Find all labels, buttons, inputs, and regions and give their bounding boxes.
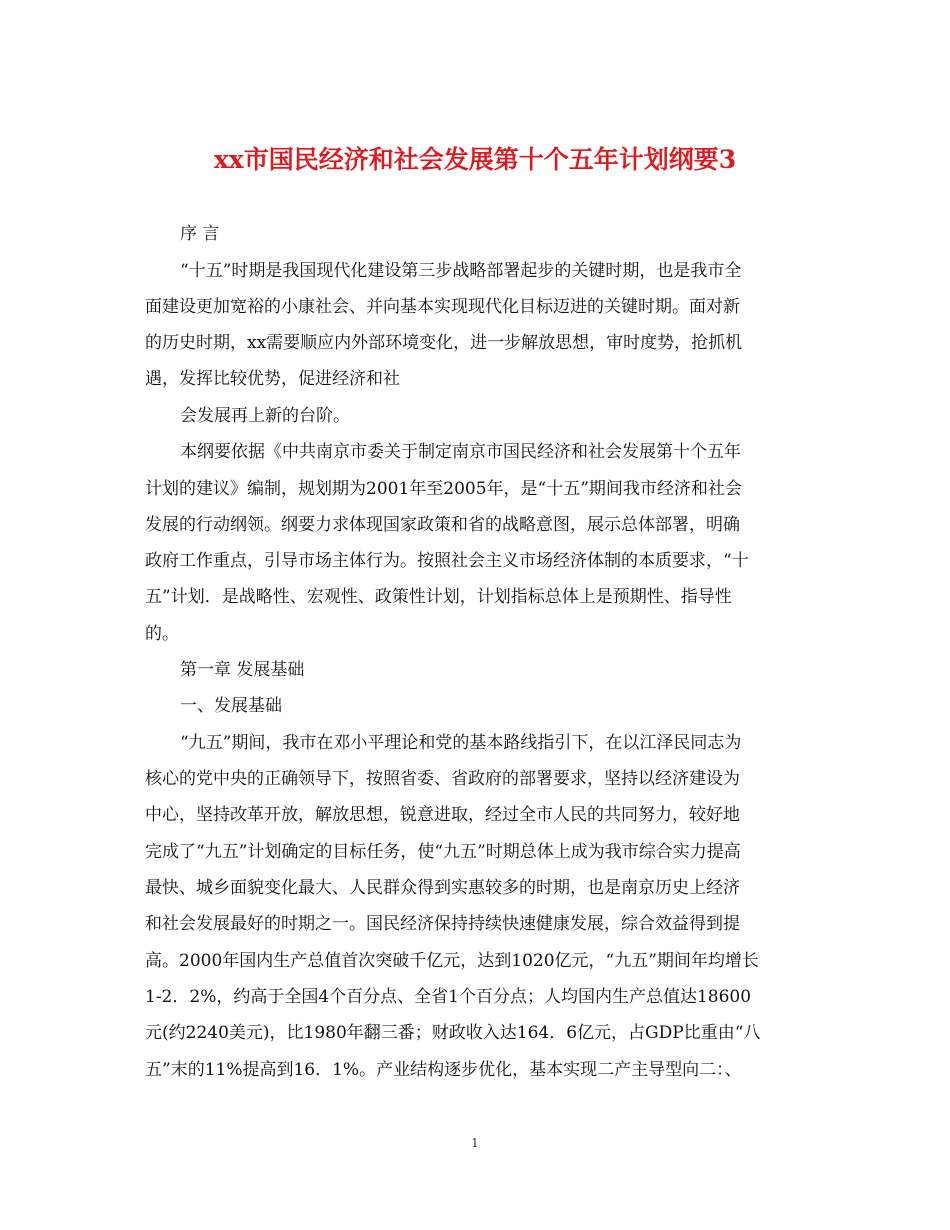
chapter-heading: 第一章 发展基础 <box>180 660 305 680</box>
section-heading: 一、发展基础 <box>180 696 282 716</box>
body-line: 和社会发展最好的时期之一。国民经济保持持续快速健康发展，综合效益得到提 <box>145 914 740 934</box>
body-line: 五”计划．是战略性、宏观性、政策性计划，计划指标总体上是预期性、指导性 <box>145 587 732 607</box>
body-line: 高。2000年国内生产总值首次突破千亿元，达到1020亿元，“九五”期间年均增长 <box>145 951 759 971</box>
body-line: “十五”时期是我国现代化建设第三步战略部署起步的关键时期，也是我市全 <box>180 261 742 281</box>
body-line: 计划的建议》编制，规划期为2001年至2005年，是“十五”期间我市经济和社会 <box>145 479 742 499</box>
body-line: 中心，坚持改革开放，解放思想，锐意进取，经过全市人民的共同努力，较好地 <box>145 805 740 825</box>
body-line: 最快、城乡面貌变化最大、人民群众得到实惠较多的时期，也是南京历史上经济 <box>145 878 740 898</box>
body-line: 面建设更加宽裕的小康社会、并向基本实现现代化目标迈进的关键时期。面对新 <box>145 297 740 317</box>
body-line: 会发展再上新的台阶。 <box>180 406 350 426</box>
body-line: 1-2．2%，约高于全国4个百分点、全省1个百分点；人均国内生产总值达18600 <box>145 987 752 1007</box>
page-number: 1 <box>471 1136 479 1150</box>
body-line: “九五”期间，我市在邓小平理论和党的基本路线指引下，在以江泽民同志为 <box>180 733 742 753</box>
section-heading-preface: 序 言 <box>180 224 220 244</box>
body-line: 政府工作重点，引导市场主体行为。按照社会主义市场经济体制的本质要求，“十 <box>145 551 749 571</box>
body-line: 元(约2240美元)，比1980年翻三番；财政收入达164．6亿元，占GDP比重由“八 <box>145 1023 761 1043</box>
body-line: 本纲要依据《中共南京市委关于制定南京市国民经济和社会发展第十个五年 <box>180 442 741 462</box>
document-title: xx市国民经济和社会发展第十个五年计划纲要3 <box>213 145 737 174</box>
body-line: 完成了“九五”计划确定的目标任务，使“九五”时期总体上成为我市综合实力提高 <box>145 842 741 862</box>
body-line: 遇，发挥比较优势，促进经济和社 <box>145 369 400 389</box>
body-line: 发展的行动纲领。纲要力求体现国家政策和省的战略意图，展示总体部署，明确 <box>145 515 740 535</box>
body-line: 的。 <box>145 624 179 644</box>
body-line: 核心的党中央的正确领导下，按照省委、省政府的部署要求，坚持以经济建设为 <box>145 769 740 789</box>
body-line: 的历史时期，xx需要顺应内外部环境变化，进一步解放思想，审时度势，抢抓机 <box>145 333 743 353</box>
body-line: 五”末的11%提高到16．1%。产业结构逐步优化，基本实现二产主导型向二：、 <box>145 1060 742 1080</box>
